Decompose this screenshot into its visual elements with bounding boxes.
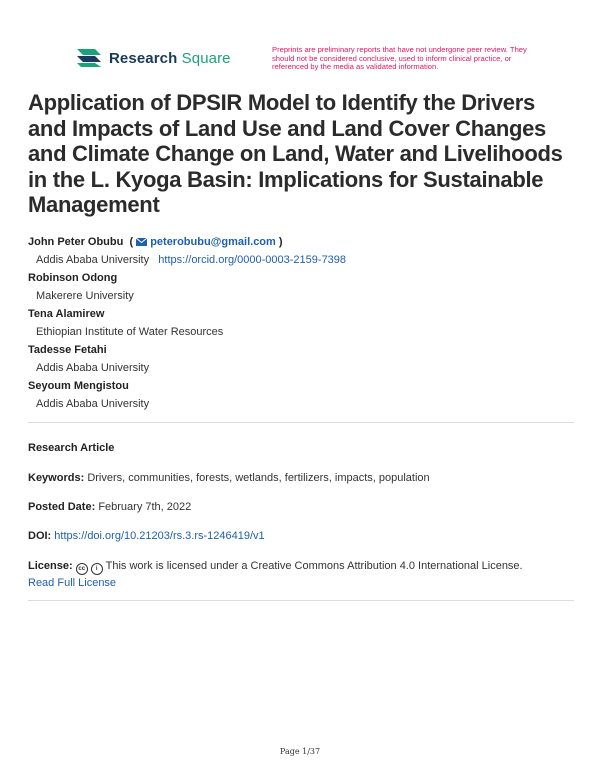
logo-word-research: Research	[109, 49, 178, 67]
posted-date-label: Posted Date:	[28, 501, 96, 513]
keywords-label: Keywords:	[28, 472, 85, 484]
license-label: License:	[28, 560, 73, 572]
posted-date-value: February 7th, 2022	[98, 501, 192, 513]
orcid-link[interactable]: https://orcid.org/0000-0003-2159-7398	[158, 254, 347, 266]
author-email: peterobubu@gmail.com	[150, 236, 276, 248]
envelope-icon	[136, 238, 147, 246]
research-square-logo[interactable]	[75, 47, 231, 69]
author-affiliation: Addis Ababa University	[36, 362, 150, 374]
doi-label: DOI:	[28, 530, 52, 542]
author-name: John Peter Obubu ( peterobubu@gmail.com )	[28, 236, 283, 248]
cc-icon: cc	[76, 563, 88, 575]
posted-date-row	[28, 499, 578, 516]
doi-link[interactable]: https://doi.org/10.21203/rs.3.rs-1246419/v1	[54, 530, 265, 542]
affiliation-text: Addis Ababa University	[36, 254, 150, 266]
author-entry	[28, 305, 578, 341]
page-header	[0, 0, 600, 80]
author-entry	[28, 377, 578, 413]
research-square-logo-icon	[75, 47, 103, 69]
article-type	[28, 440, 578, 457]
section-divider	[28, 600, 574, 601]
article-type-text: Research Article	[28, 442, 115, 454]
author-name: Tena Alamirew	[28, 308, 105, 320]
read-full-license-link[interactable]: Read Full License	[28, 577, 117, 589]
license-row	[28, 558, 578, 592]
author-name: Tadesse Fetahi	[28, 344, 107, 356]
keywords-row	[28, 470, 578, 487]
paper-title: Application of DPSIR Model to Identify the Drivers and Impacts of Land Use and Land Cover Changes and Climate Change on Land, Water and Livelihoods in the L. Kyoga Basin: Implications for Sustainable Management	[28, 90, 563, 217]
doi-row	[28, 528, 578, 545]
section-divider	[28, 422, 574, 423]
license-text: This work is licensed under a Creative Commons Attribution 4.0 International License.	[105, 560, 523, 572]
author-affiliation	[28, 251, 578, 269]
logo-word-square: Square	[181, 49, 231, 67]
author-list	[28, 233, 578, 413]
author-name: Robinson Odong	[28, 272, 118, 284]
author-entry	[28, 269, 578, 305]
author-name-text: John Peter Obubu	[28, 236, 124, 248]
keywords-value: Drivers, communities, forests, wetlands, fertilizers, impacts, population	[87, 472, 430, 484]
preprint-notice: Preprints are preliminary reports that have not undergone peer review. They should not be considered conclusive, used to inform clinical practice, or referenced by the media as validated information.	[272, 45, 527, 72]
author-affiliation: Addis Ababa University	[36, 398, 150, 410]
author-entry	[28, 341, 578, 377]
author-entry	[28, 233, 578, 269]
cc-by-icon: i	[91, 563, 103, 575]
author-affiliation: Ethiopian Institute of Water Resources	[36, 326, 224, 338]
page-number: Page 1/37	[279, 747, 321, 756]
author-name: Seyoum Mengistou	[28, 380, 129, 392]
logo-text	[109, 50, 231, 67]
author-affiliation: Makerere University	[36, 290, 134, 302]
author-email-link[interactable]	[136, 236, 279, 248]
